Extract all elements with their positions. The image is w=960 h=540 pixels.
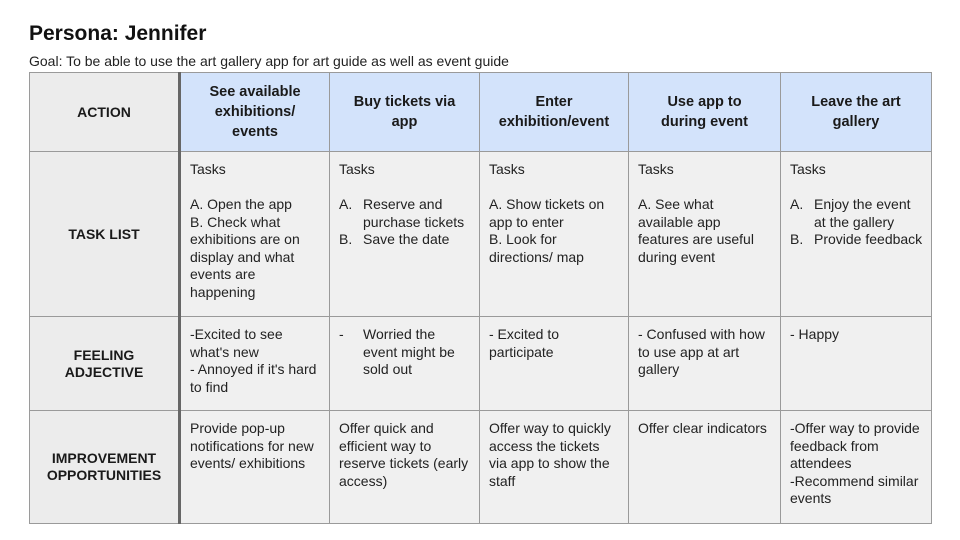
improvement-cell [180, 411, 330, 524]
feeling-cell [480, 317, 629, 411]
task-item: A. Show tickets on app to enter [489, 196, 605, 230]
task-item [339, 231, 471, 249]
task-item [790, 231, 923, 249]
improvement-item: -Recommend similar events [790, 472, 919, 506]
feeling-item: -Excited to see what's new [190, 326, 283, 360]
task-item [339, 196, 471, 231]
row-label-task-list: TASK LIST [30, 152, 180, 317]
task-item: B. Check what exhibitions are on display and what events are happening [190, 213, 300, 300]
task-text: Enjoy the event at the gallery [814, 196, 911, 230]
row-label-action: ACTION [30, 73, 180, 152]
action-row [30, 73, 932, 152]
feeling-item: - Excited to participate [489, 326, 560, 360]
task-list-row [30, 152, 932, 317]
action-cell: Enter exhibition/event [480, 73, 629, 152]
action-cell: Leave the art gallery [781, 73, 932, 152]
journey-map-table [29, 72, 932, 524]
row-label-feeling: FEELING ADJECTIVE [30, 317, 180, 411]
feeling-text: Worried the event might be sold out [363, 326, 455, 377]
task-marker: A. [339, 196, 353, 212]
feeling-cell [180, 317, 330, 411]
improvement-cell [330, 411, 480, 524]
feeling-cell [330, 317, 480, 411]
tasks-heading: Tasks [638, 161, 674, 177]
task-item: A. See what available app features are useful during event [638, 196, 754, 265]
feeling-cell [781, 317, 932, 411]
task-item [790, 196, 923, 231]
feeling-row [30, 317, 932, 411]
improvement-cell [480, 411, 629, 524]
task-text: Save the date [363, 231, 450, 247]
task-cell [180, 152, 330, 317]
persona-goal: Goal: To be able to use the art gallery app for art guide as well as event guide [29, 53, 509, 69]
task-cell [781, 152, 932, 317]
action-cell: See available exhibitions/ events [180, 73, 330, 152]
task-text: Reserve and purchase tickets [363, 196, 465, 230]
row-label-improvement: IMPROVEMENT OPPORTUNITIES [30, 411, 180, 524]
feeling-marker: - [339, 326, 344, 342]
task-cell [629, 152, 781, 317]
improvement-item: Offer quick and efficient way to reserve tickets (early access) [339, 420, 469, 489]
tasks-heading: Tasks [339, 161, 375, 177]
task-marker: B. [339, 231, 353, 247]
improvement-item: Provide pop-up notifications for new events/ exhibitions [190, 420, 314, 471]
task-text: Provide feedback [814, 231, 923, 247]
improvement-item: Offer way to quickly access the tickets via app to show the staff [489, 420, 611, 489]
improvement-item: -Offer way to provide feedback from attendees [790, 420, 920, 471]
feeling-cell [629, 317, 781, 411]
improvement-row [30, 411, 932, 524]
feeling-item [339, 326, 471, 379]
action-cell: Use app to during event [629, 73, 781, 152]
page-title: Persona: Jennifer [29, 22, 207, 45]
task-cell [330, 152, 480, 317]
task-item: A. Open the app [190, 196, 292, 212]
tasks-heading: Tasks [489, 161, 525, 177]
feeling-item: - Confused with how to use app at art gallery [638, 326, 765, 377]
feeling-item: - Annoyed if it's hard to find [190, 361, 317, 395]
task-cell [480, 152, 629, 317]
improvement-item: Offer clear indicators [638, 420, 767, 436]
improvement-cell [781, 411, 932, 524]
tasks-heading: Tasks [790, 161, 826, 177]
improvement-cell [629, 411, 781, 524]
task-item: B. Look for directions/ map [489, 231, 584, 265]
task-marker: A. [790, 196, 804, 212]
task-marker: B. [790, 231, 804, 247]
tasks-heading: Tasks [190, 161, 226, 177]
action-cell: Buy tickets via app [330, 73, 480, 152]
feeling-item: - Happy [790, 326, 840, 342]
